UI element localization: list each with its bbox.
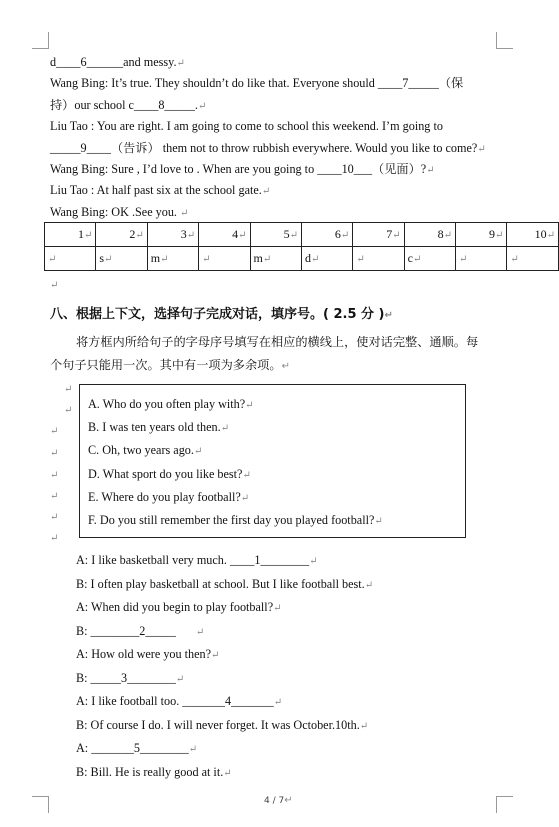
dialogue-line: B: Of course I do. I will never forget. It was October.10th.↵ (76, 718, 369, 732)
answer-table-header-row (45, 223, 559, 247)
answer-number-cell: 7↵ (353, 223, 404, 247)
passage-line: d____6______and messy.↵ (50, 55, 185, 69)
answer-value-cell[interactable]: d↵ (301, 247, 352, 271)
answer-number-cell: 5↵ (250, 223, 301, 247)
dialogue-line: A: I like basketball very much. ____1________↵ (76, 553, 318, 567)
passage-line: Liu Tao : At half past six at the school gate.↵ (50, 183, 271, 197)
passage-line: Wang Bing: Sure , I’d love to . When are you going to ____10___（见面）?↵ (50, 162, 435, 176)
paragraph-mark: ↵ (50, 448, 59, 459)
answer-number-cell: 2↵ (96, 223, 147, 247)
paragraph-mark: ↵ (64, 405, 73, 416)
option-item: D. What sport do you like best?↵ (88, 467, 251, 481)
answer-number-cell: 4↵ (199, 223, 250, 247)
answer-number-cell: 9↵ (456, 223, 507, 247)
answer-value-cell[interactable]: ↵ (45, 247, 96, 271)
passage-line: Liu Tao : You are right. I am going to come to school this weekend. I’m going to (50, 119, 443, 133)
crop-mark-bottom-right (496, 796, 513, 813)
passage-line: Wang Bing: It’s true. They shouldn’t do like that. Everyone should ____7_____（保 (50, 76, 464, 90)
answer-value-cell[interactable]: s↵ (96, 247, 147, 271)
dialogue-line: A: _______5________↵ (76, 741, 198, 755)
answer-value-cell[interactable]: ↵ (507, 247, 559, 271)
option-item: F. Do you still remember the first day you played football?↵ (88, 513, 383, 527)
dialogue-line: A: How old were you then?↵ (76, 647, 220, 661)
section-title: 八、根据上下文，选择句子完成对话，填序号。( 2.5 分 )↵ (50, 307, 393, 322)
option-item: B. I was ten years old then.↵ (88, 420, 230, 434)
paragraph-mark: ↵ (50, 426, 59, 437)
answer-table-value-row (45, 247, 559, 271)
crop-mark-top-left (32, 32, 49, 49)
page-number: 4 / 7↵ (264, 795, 293, 806)
dialogue-line: B: Bill. He is really good at it.↵ (76, 765, 232, 779)
answer-number-cell: 6↵ (301, 223, 352, 247)
answer-value-cell[interactable]: m↵ (147, 247, 198, 271)
option-item: A. Who do you often play with?↵ (88, 397, 254, 411)
answer-table (44, 222, 559, 271)
paragraph-mark: ↵ (50, 533, 59, 544)
paragraph-mark: ↵ (50, 512, 59, 523)
paragraph-mark: ↵ (50, 470, 59, 481)
dialogue-line: B: I often play basketball at school. But I like football best.↵ (76, 577, 374, 591)
paragraph-mark: ↵ (64, 384, 73, 395)
paragraph-mark: ↵ (50, 280, 59, 291)
crop-mark-top-right (496, 32, 513, 49)
dialogue-line: A: I like football too. _______4_______↵ (76, 694, 283, 708)
dialogue-line: B: ________2_____ ↵ (76, 624, 205, 638)
instruction-line: 将方框内所给句子的字母序号填写在相应的横线上，使对话完整、通顺。每 (76, 335, 479, 349)
dialogue-line: A: When did you begin to play football?↵ (76, 600, 282, 614)
instruction-line: 个句子只能用一次。其中有一项为多余项。↵ (50, 358, 290, 372)
answer-number-cell: 3↵ (147, 223, 198, 247)
passage-line: Wang Bing: OK .See you. ↵ (50, 205, 189, 219)
option-item: C. Oh, two years ago.↵ (88, 443, 203, 457)
answer-value-cell[interactable]: c↵ (404, 247, 455, 271)
answer-number-cell: 8↵ (404, 223, 455, 247)
answer-value-cell[interactable]: m↵ (250, 247, 301, 271)
answer-number-cell: 1↵ (45, 223, 96, 247)
answer-value-cell[interactable]: ↵ (199, 247, 250, 271)
paragraph-mark: ↵ (50, 491, 59, 502)
dialogue-line: B: _____3________↵ (76, 671, 185, 685)
crop-mark-bottom-left (32, 796, 49, 813)
answer-number-cell: 10↵ (507, 223, 559, 247)
answer-value-cell[interactable]: ↵ (353, 247, 404, 271)
option-item: E. Where do you play football?↵ (88, 490, 250, 504)
answer-value-cell[interactable]: ↵ (456, 247, 507, 271)
passage-line: _____9____（告诉） them not to throw rubbish everywhere. Would you like to come?↵ (50, 141, 486, 155)
passage-line: 持）our school c____8_____.↵ (50, 98, 207, 112)
